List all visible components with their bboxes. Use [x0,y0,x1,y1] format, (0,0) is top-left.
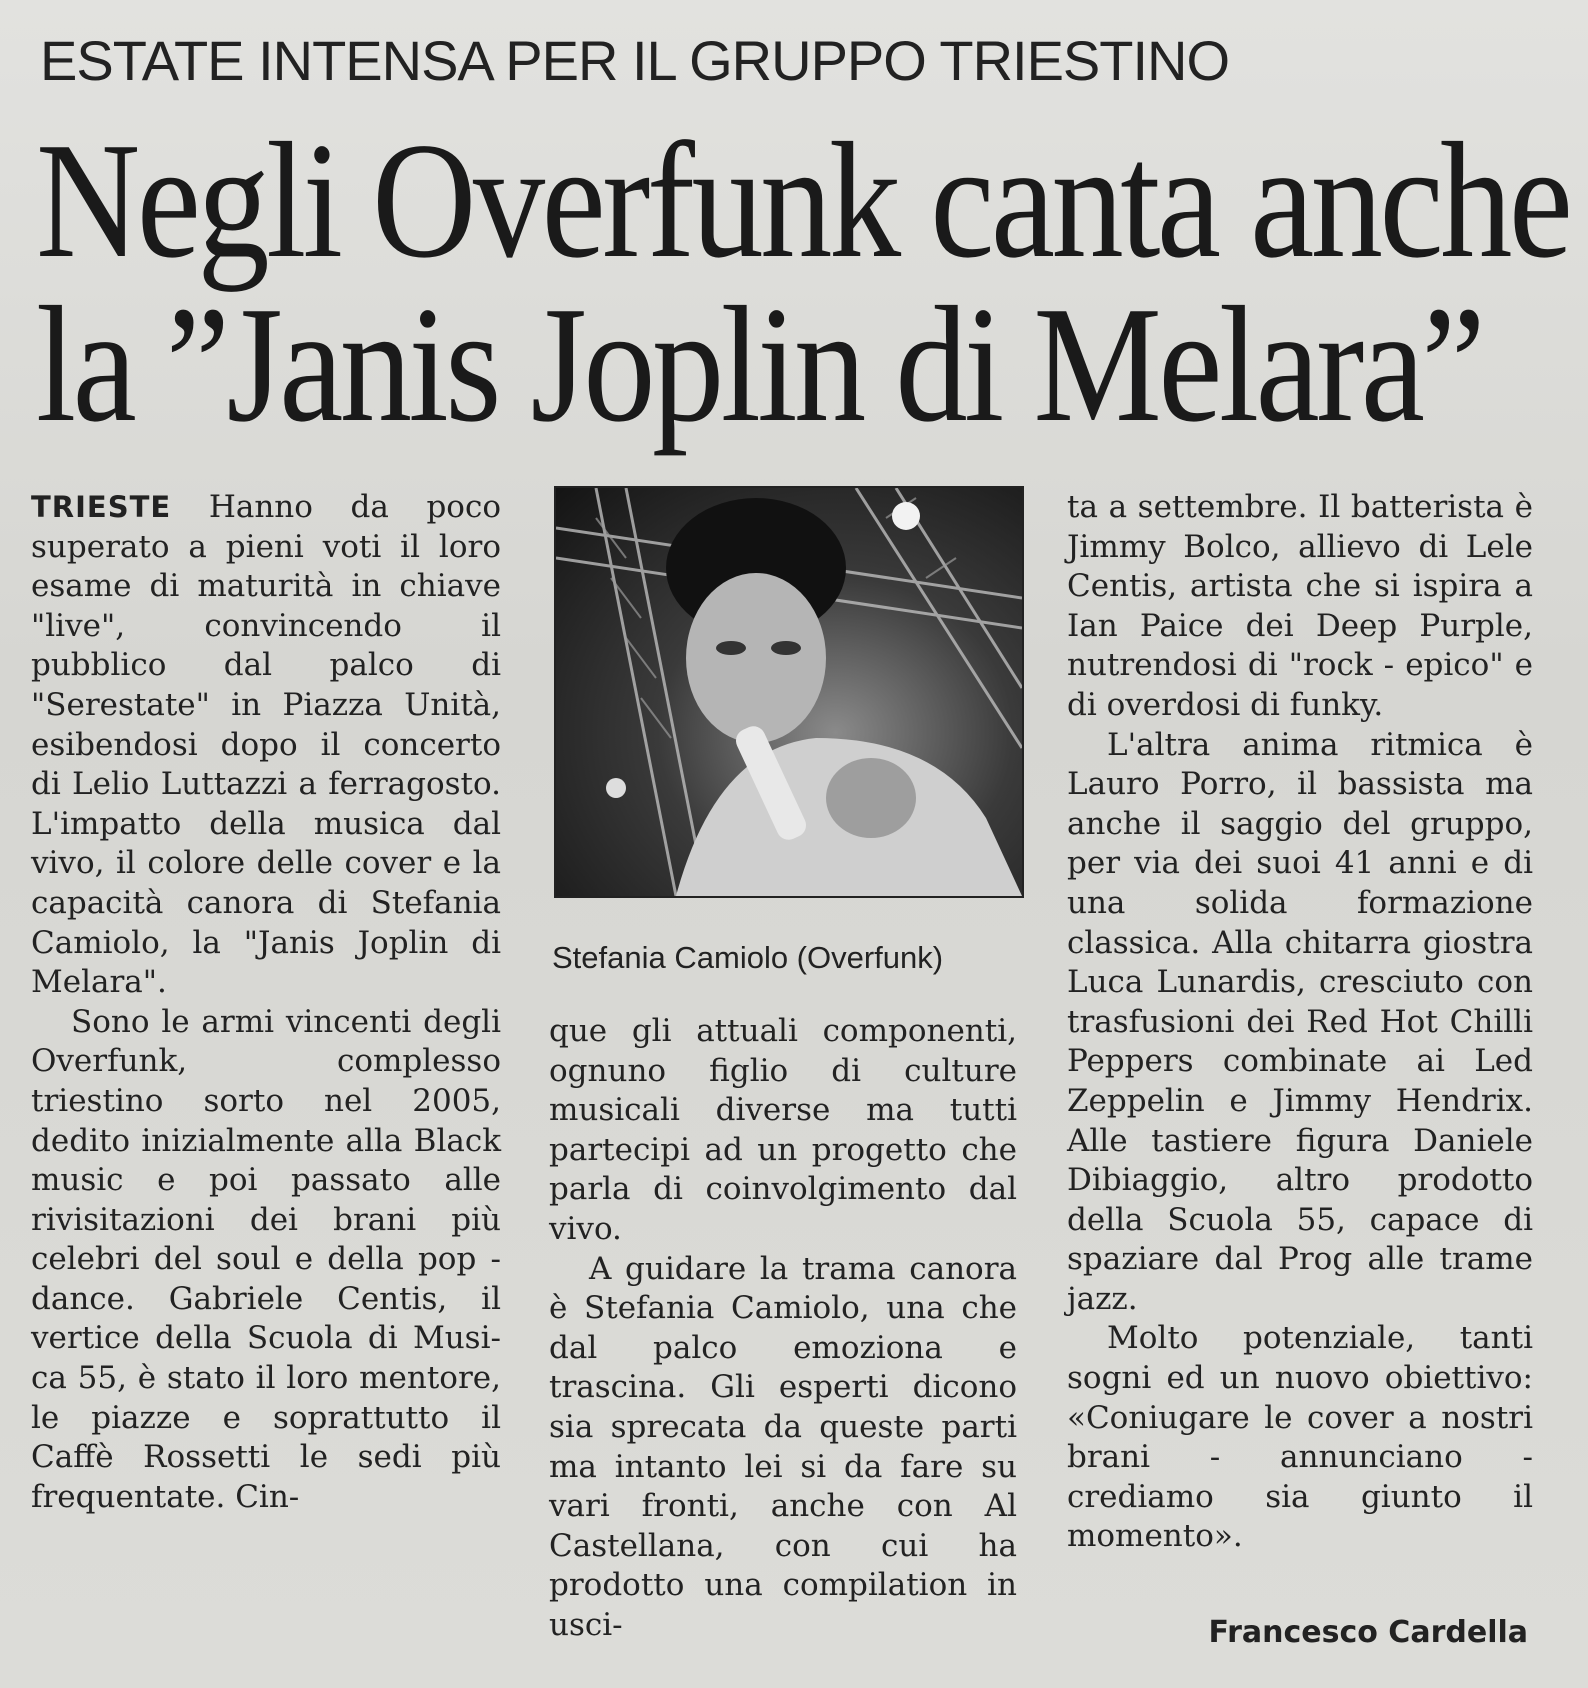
byline: Francesco Cardella [1208,1615,1528,1650]
paragraph: Hanno da poco superato a pieni voti il loro esame di maturità in chiave "live", convincendo il pubblico dal palco di "Serestate" in Piazza Unità, esibendosi dopo il concerto di Lelio Luttazzi a ferragosto. L'impatto della musica dal vivo, il colore delle cover e la capacità canora di Stefania Camiolo, la "Janis Joplin di Melara". [31,489,501,1001]
kicker: ESTATE INTENSA PER IL GRUPPO TRIESTINO [40,29,1230,92]
paragraph: ta a settembre. Il batterista è Jimmy Bolco, allievo di Lele Centis, artista che si ispira a Ian Paice dei Deep Purple, nutrendosi di "rock - epico" e di overdosi di funky. [1067,489,1533,723]
dateline: TRIESTE [31,490,172,524]
paragraph: que gli attuali componenti, ognuno figlio di culture musicali diverse ma tutti partecipi ad un progetto che parla di coinvolgimento dal vivo. [549,1013,1017,1247]
paragraph: Sono le armi vincenti degli Overfunk, complesso triestino sorto nel 2005, dedito inizialmente alla Black music e poi passato alle rivisitazioni dei brani più celebri del soul e della pop - dance. Gabriele Centis, il vertice della Scuola di Musica 55, è stato il loro mentore, le piazze e soprattutto il Caffè Rossetti le sedi più frequentate. Cin- [31,1003,501,1515]
paragraph: A guidare la trama canora è Stefania Camiolo, una che dal palco emoziona e trascina. Gli esperti dicono sia sprecata da queste parti ma intanto lei si da fare su vari fronti, anche con Al Castellana, con cui ha prodotto una compilation in usci- [549,1250,1017,1643]
headline-line-2: la ”Janis Joplin di Melara” [36,272,1483,456]
paragraph: Molto potenziale, tanti sogni ed un nuovo obiettivo: «Coniugare le cover a nostri brani - annunciano - crediamo sia giunto il momento». [1067,1320,1533,1555]
article-column-1 [31,488,501,1517]
singer-image [556,488,1022,896]
headline-line-1: Negli Overfunk canta anche [36,108,1570,292]
photo-caption: Stefania Camiolo (Overfunk) [552,940,944,975]
concert-photo [554,486,1024,898]
paragraph: L'altra anima ritmica è Lauro Porro, il bassista ma anche il saggio del gruppo, per via dei suoi 41 anni e di una solida formazione classica. Alla chitarra giostra Luca Lunardis, cresciuto con trasfusioni dei Red Hot Chilli Peppers combinate ai Led Zeppelin e Jimmy Hendrix. Alle tastiere figura Daniele Dibiaggio, altro prodotto della Scuola 55, capace di spaziare dal Prog alle trame jazz. [1067,726,1533,1317]
article-column-2 [549,1012,1017,1646]
headline [36,108,1570,456]
article-column-3 [1067,488,1533,1557]
